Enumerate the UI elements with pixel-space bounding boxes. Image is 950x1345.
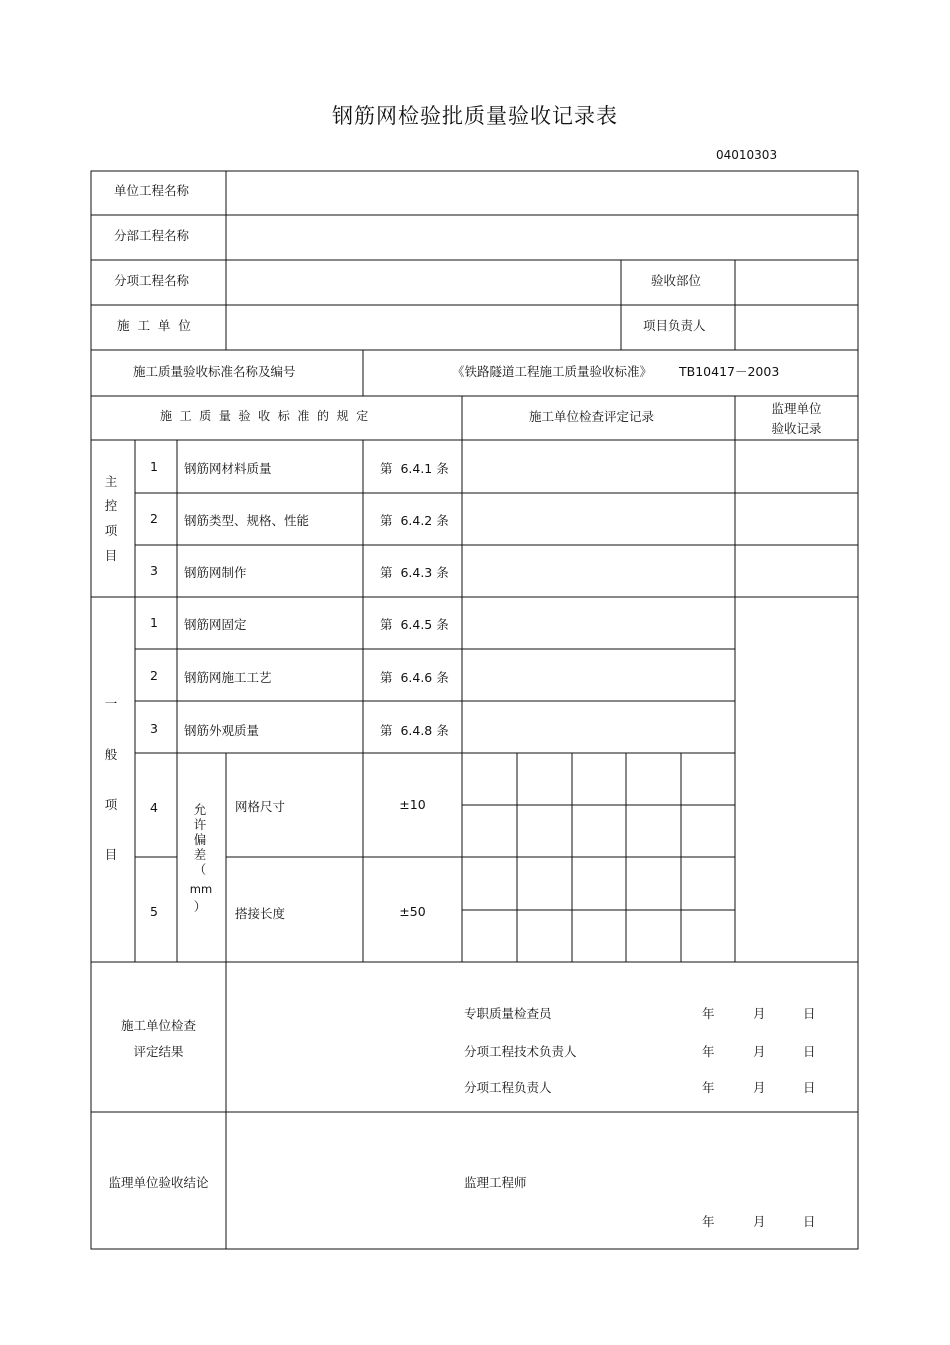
- division-project-label: 分部工程名称: [114, 228, 190, 243]
- date-month: 月: [753, 1044, 766, 1059]
- date-day: 日: [803, 1006, 816, 1021]
- signer-subitem-leader: 分项工程负责人: [464, 1080, 552, 1095]
- result-label-line1: 施工单位检查: [120, 1018, 196, 1033]
- tolerance-char: ）: [193, 899, 207, 914]
- form-code: 04010303: [716, 148, 778, 162]
- project-leader-label: 项目负责人: [643, 318, 706, 333]
- acceptance-part-label: 验收部位: [651, 273, 702, 288]
- general-row-clause: 第 6.4.6 条: [380, 670, 449, 685]
- tolerance-row-no: 4: [150, 800, 158, 815]
- date-year: 年: [702, 1044, 715, 1059]
- rules-header: 施 工 质 量 验 收 标 准 的 规 定: [160, 409, 369, 423]
- signer-quality-inspector: 专职质量检查员: [464, 1006, 552, 1021]
- general-row-no: 3: [150, 721, 158, 736]
- subitem-project-label: 分项工程名称: [114, 273, 190, 288]
- main-row-item: 钢筋类型、规格、性能: [184, 513, 310, 528]
- tolerance-char: 许: [193, 817, 207, 832]
- result-label-line2: 评定结果: [133, 1044, 184, 1059]
- conclusion-label: 监理单位验收结论: [108, 1175, 209, 1190]
- tolerance-row-no: 5: [150, 904, 158, 919]
- supervision-header-line1: 监理单位: [771, 401, 822, 416]
- check-record-header: 施工单位检查评定记录: [529, 409, 655, 424]
- date-day: 日: [803, 1214, 816, 1229]
- main-row-no: 2: [150, 511, 158, 526]
- general-char: 一: [104, 696, 118, 711]
- date-day: 日: [803, 1080, 816, 1095]
- date-year: 年: [702, 1080, 715, 1095]
- general-row-item: 钢筋外观质量: [184, 723, 260, 738]
- standard-name: 《铁路隧道工程施工质量验收标准》: [452, 364, 653, 379]
- date-month: 月: [753, 1006, 766, 1021]
- general-row-item: 钢筋网固定: [184, 617, 247, 632]
- date-month: 月: [753, 1080, 766, 1095]
- general-row-clause: 第 6.4.8 条: [380, 723, 449, 738]
- general-row-no: 1: [150, 615, 158, 630]
- main-row-item: 钢筋网材料质量: [184, 461, 272, 476]
- date-month: 月: [753, 1214, 766, 1229]
- standard-label: 施工质量验收标准名称及编号: [133, 364, 296, 379]
- standard-code: TB10417－2003: [679, 364, 780, 379]
- tolerance-unit: mm: [189, 882, 213, 896]
- main-row-no: 1: [150, 459, 158, 474]
- tolerance-row-value: ±50: [399, 904, 426, 919]
- unit-project-label: 单位工程名称: [114, 183, 190, 198]
- page-title: 钢筋网检验批质量验收记录表: [332, 104, 618, 128]
- main-row-clause: 第 6.4.3 条: [380, 565, 449, 580]
- signer-supervision-engineer: 监理工程师: [464, 1175, 527, 1190]
- main-control-char: 目: [104, 548, 118, 563]
- main-control-char: 控: [104, 498, 118, 513]
- main-row-item: 钢筋网制作: [184, 565, 247, 580]
- supervision-header-line2: 验收记录: [771, 421, 822, 436]
- general-char: 项: [104, 797, 118, 812]
- main-row-clause: 第 6.4.1 条: [380, 461, 449, 476]
- general-row-clause: 第 6.4.5 条: [380, 617, 449, 632]
- construction-unit-label: 施 工 单 位: [117, 318, 191, 333]
- tolerance-char: 允: [193, 802, 207, 817]
- tolerance-row-value: ±10: [399, 797, 426, 812]
- date-day: 日: [803, 1044, 816, 1059]
- main-row-no: 3: [150, 563, 158, 578]
- main-control-char: 项: [104, 523, 118, 538]
- tolerance-char: 差: [193, 847, 207, 862]
- tolerance-row-item: 搭接长度: [235, 906, 286, 921]
- signer-technical-leader: 分项工程技术负责人: [464, 1044, 577, 1059]
- tolerance-char: 偏: [193, 832, 207, 847]
- date-year: 年: [702, 1006, 715, 1021]
- general-char: 目: [104, 847, 118, 862]
- tolerance-row-item: 网格尺寸: [235, 799, 286, 814]
- general-row-item: 钢筋网施工工艺: [184, 670, 272, 685]
- general-row-no: 2: [150, 668, 158, 683]
- main-row-clause: 第 6.4.2 条: [380, 513, 449, 528]
- date-year: 年: [702, 1214, 715, 1229]
- main-control-char: 主: [104, 474, 118, 489]
- tolerance-char: （: [193, 862, 207, 877]
- general-char: 般: [104, 747, 118, 762]
